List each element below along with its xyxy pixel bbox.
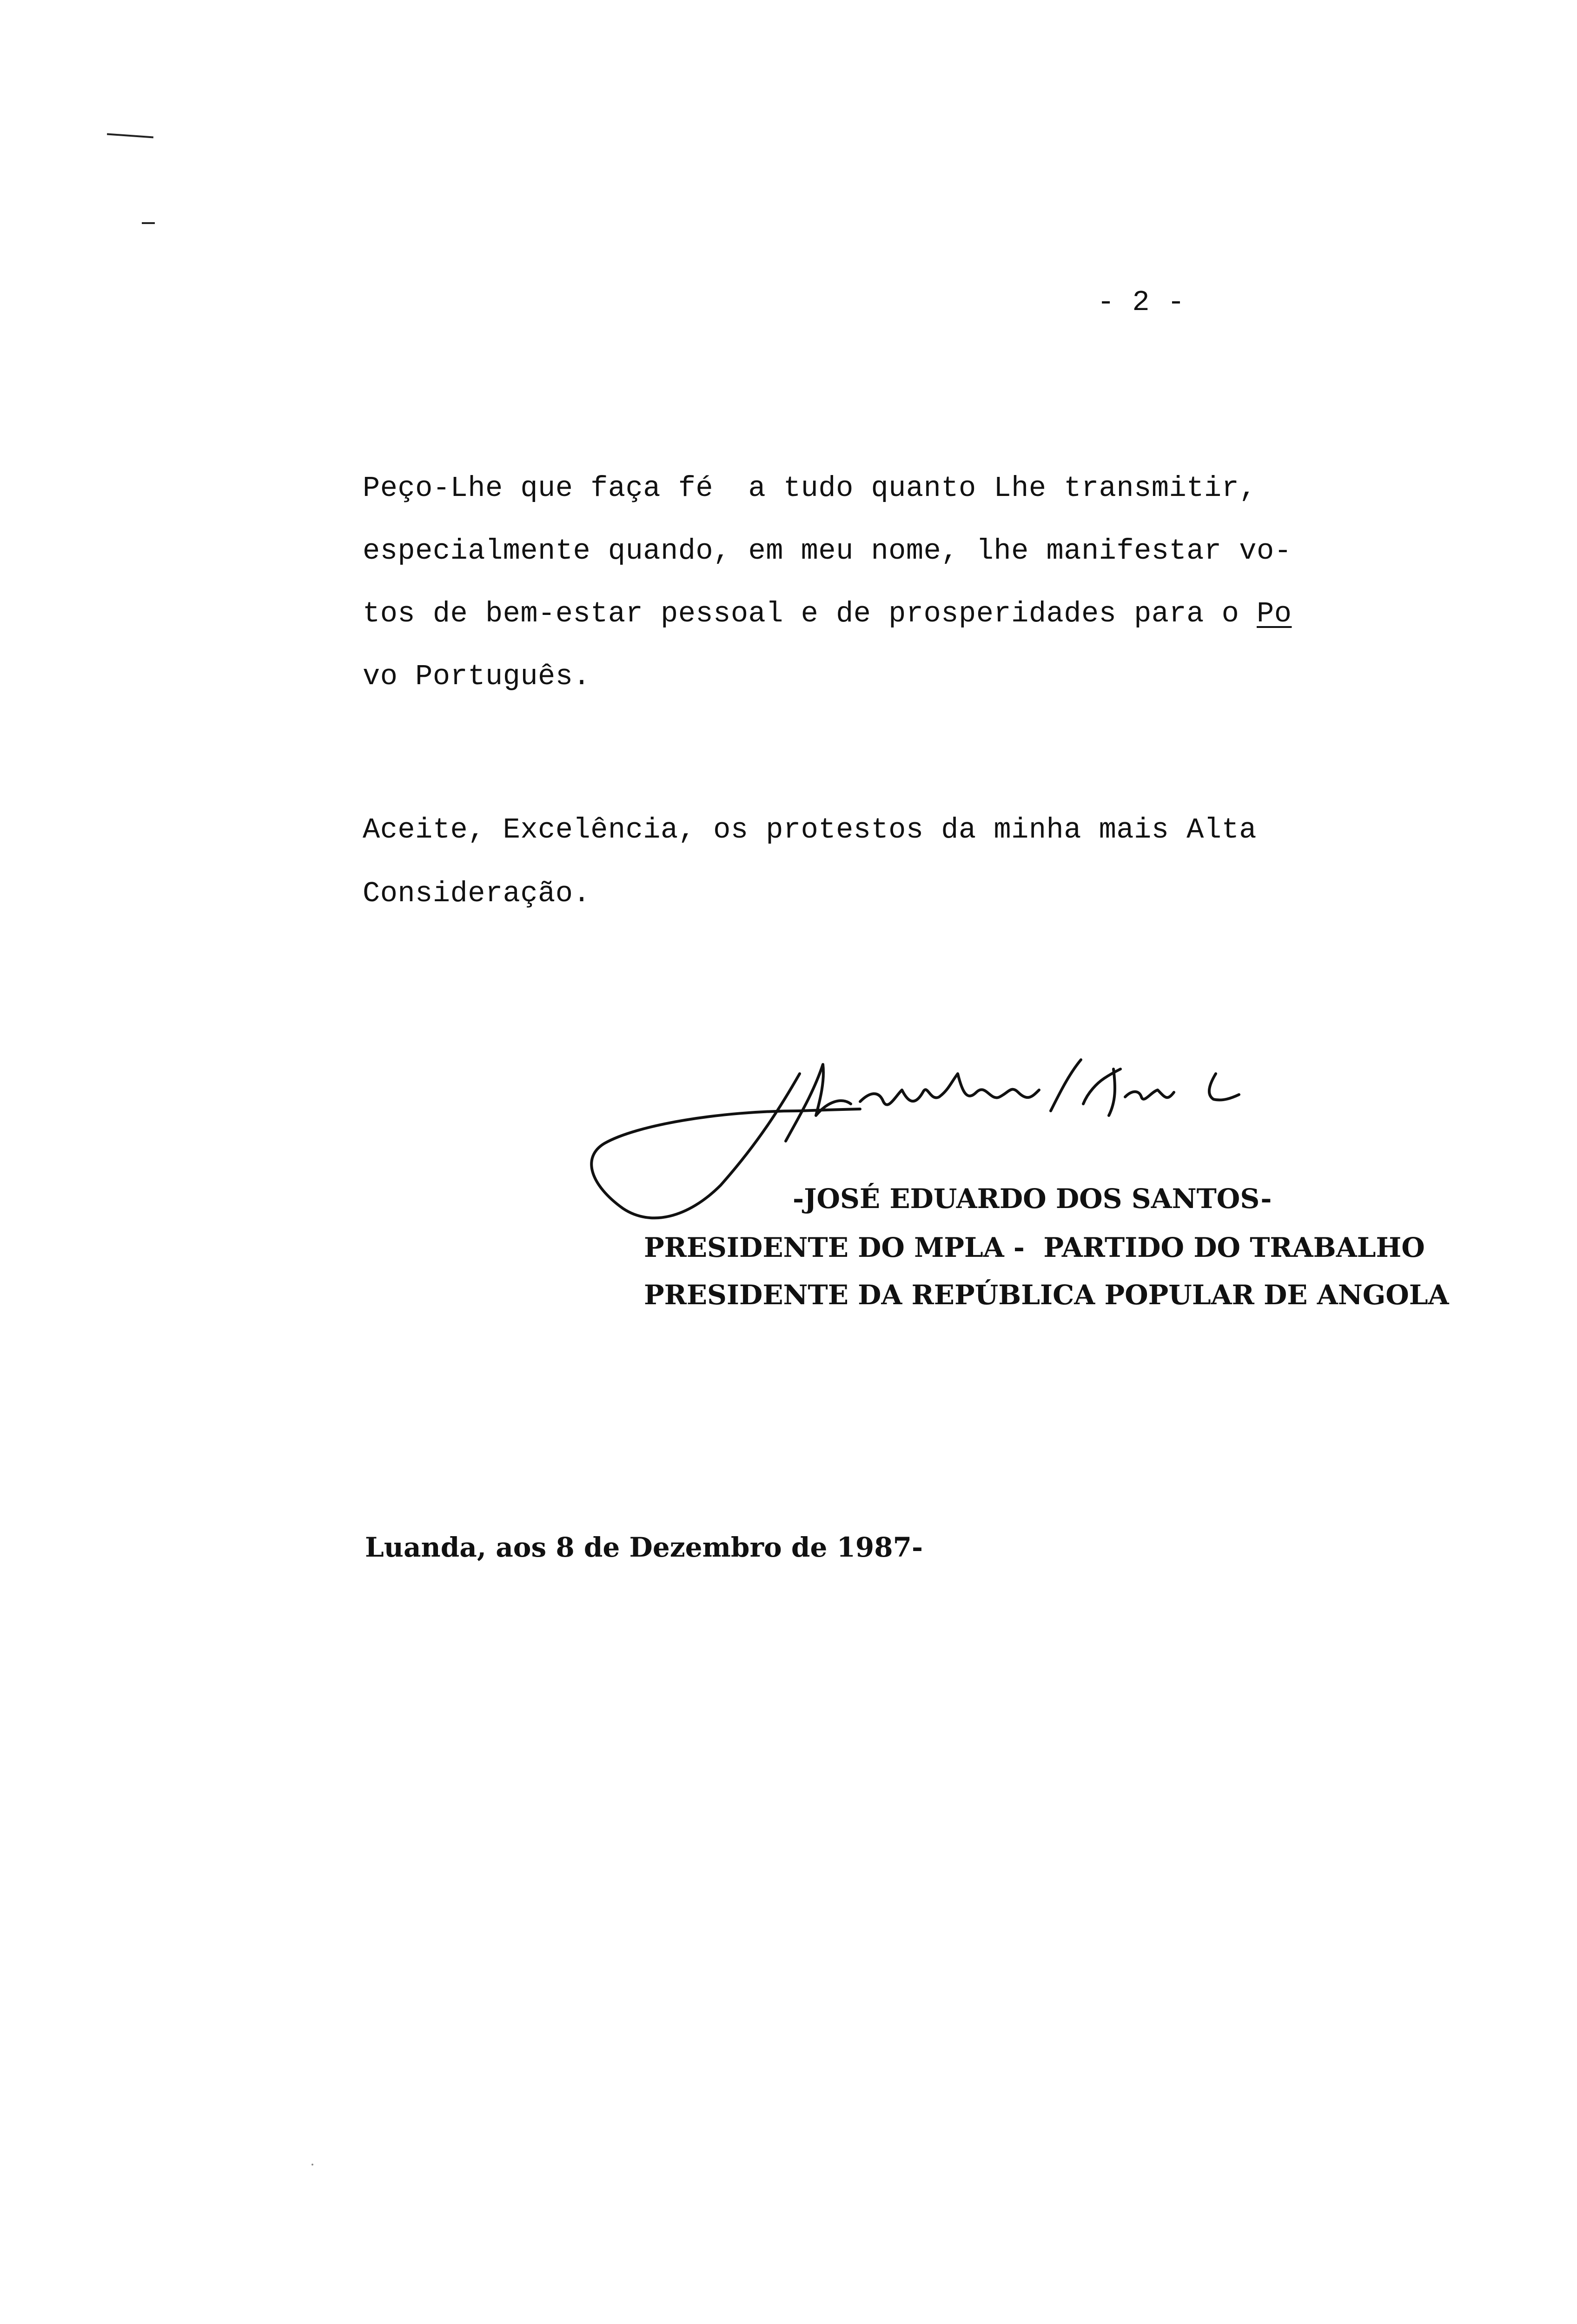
signature-block [644,1183,1449,1320]
signatory-name: -JOSÉ EDUARDO DOS SANTOS- [793,1183,1272,1215]
page-number: - 2 - [1097,286,1185,319]
body-paragraph-1 [363,472,1292,693]
margin-mark [142,222,155,224]
paragraph-line: Consideração. [363,877,591,910]
date-line: Luanda, aos 8 de Dezembro de 1987- [365,1532,923,1563]
paragraph-line: especialmente quando, em meu nome, lhe manifestar vo- [363,535,1292,568]
paragraph-line: vo Português. [363,660,591,693]
paragraph-line: Peço-Lhe que faça fé a tudo quanto Lhe transmitir, [363,472,1257,505]
underlined-word: Po [1257,597,1292,630]
paragraph-line-text: tos de bem-estar pessoal e de prosperidades para o [363,597,1257,630]
signatory-title-1: PRESIDENTE DO MPLA - PARTIDO DO TRABALHO [644,1232,1425,1263]
paragraph-line: Aceite, Excelência, os protestos da minha mais Alta [363,813,1257,846]
paragraph-line [363,597,1292,630]
margin-mark [107,133,153,139]
scan-speck [311,2164,313,2166]
body-paragraph-2 [363,813,1257,931]
signatory-title-2: PRESIDENTE DA REPÚBLICA POPULAR DE ANGOLA [644,1279,1449,1311]
